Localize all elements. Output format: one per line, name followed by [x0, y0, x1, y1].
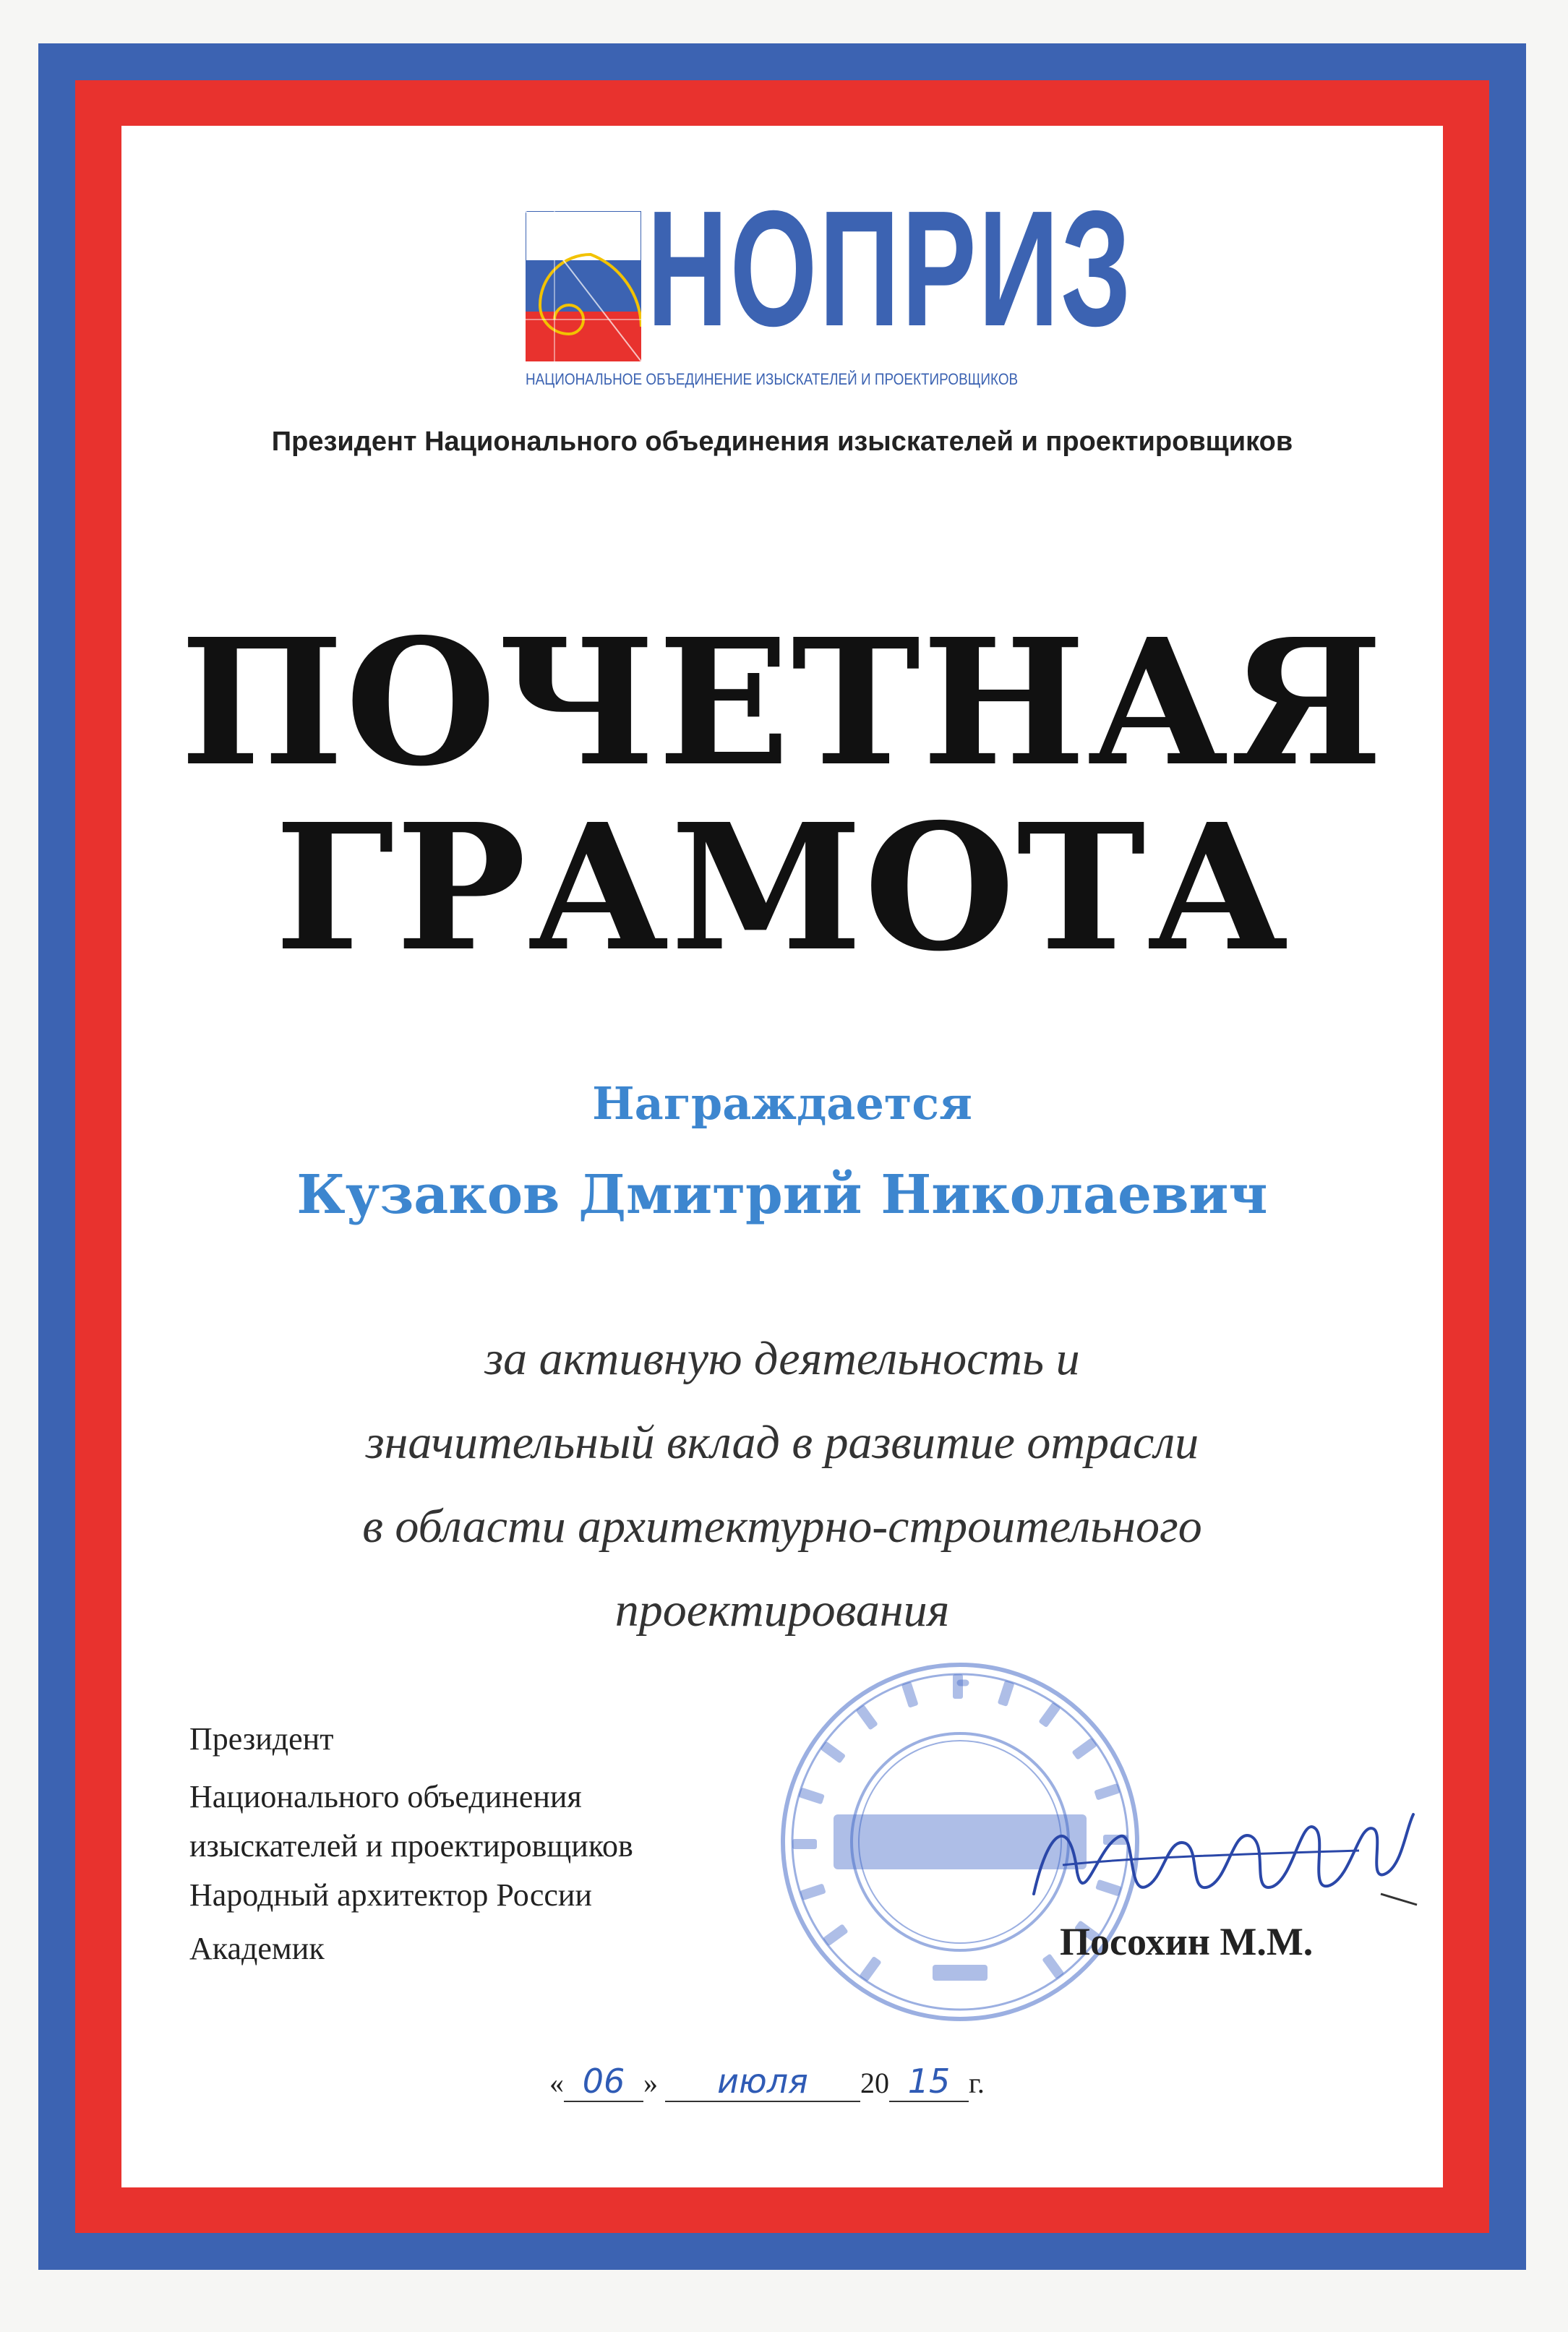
title-line-2: ГРАМОТА [274, 786, 1290, 990]
signatory-title: Национального объединения [189, 1779, 582, 1814]
signatory-title: Академик [189, 1931, 325, 1966]
reason-line: значительный вклад в развитие отрасли [365, 1416, 1199, 1469]
signatory-title: Народный архитектор России [189, 1877, 592, 1913]
date-close-quote: » [643, 2067, 658, 2099]
date-year-suffix: 15 [907, 2062, 951, 2101]
date-month-field [665, 2062, 860, 2102]
signatory-title: изыскателей и проектировщиков [189, 1828, 633, 1864]
logo-wordmark: НОПРИЗ [647, 177, 1134, 361]
signatory-name: Посохин М.М. [1060, 1920, 1314, 1963]
logo-subtitle: НАЦИОНАЛЬНОЕ ОБЪЕДИНЕНИЕ ИЗЫСКАТЕЛЕЙ И ПРОЕКТИРОВЩИКОВ [526, 370, 1019, 388]
date-day: 06 [582, 2062, 625, 2101]
title-line-1: ПОЧЕТНАЯ [179, 601, 1385, 805]
date-year-field [889, 2062, 969, 2102]
recipient-name: Кузаков Дмитрий Николаевич [296, 1164, 1268, 1226]
handwritten-signature [1019, 1786, 1424, 1930]
russian-flag-golden-spiral-icon [526, 211, 641, 361]
reason-line: в области архитектурно-строительного [362, 1500, 1202, 1553]
date-year-prefix: 20 [860, 2067, 889, 2099]
date-line [549, 2062, 985, 2102]
date-suffix: г. [969, 2067, 985, 2099]
date-month: июля [717, 2062, 808, 2101]
awarded-label: Награждается [592, 1077, 972, 1130]
reason-line: за активную деятельность и [484, 1332, 1080, 1385]
date-open-quote: « [549, 2067, 564, 2099]
issuer-line: Президент Национального объединения изыскателей и проектировщиков [271, 426, 1293, 457]
reason-line: проектирования [614, 1584, 950, 1637]
signatory-title: Президент [189, 1721, 334, 1757]
date-day-field [564, 2062, 643, 2102]
